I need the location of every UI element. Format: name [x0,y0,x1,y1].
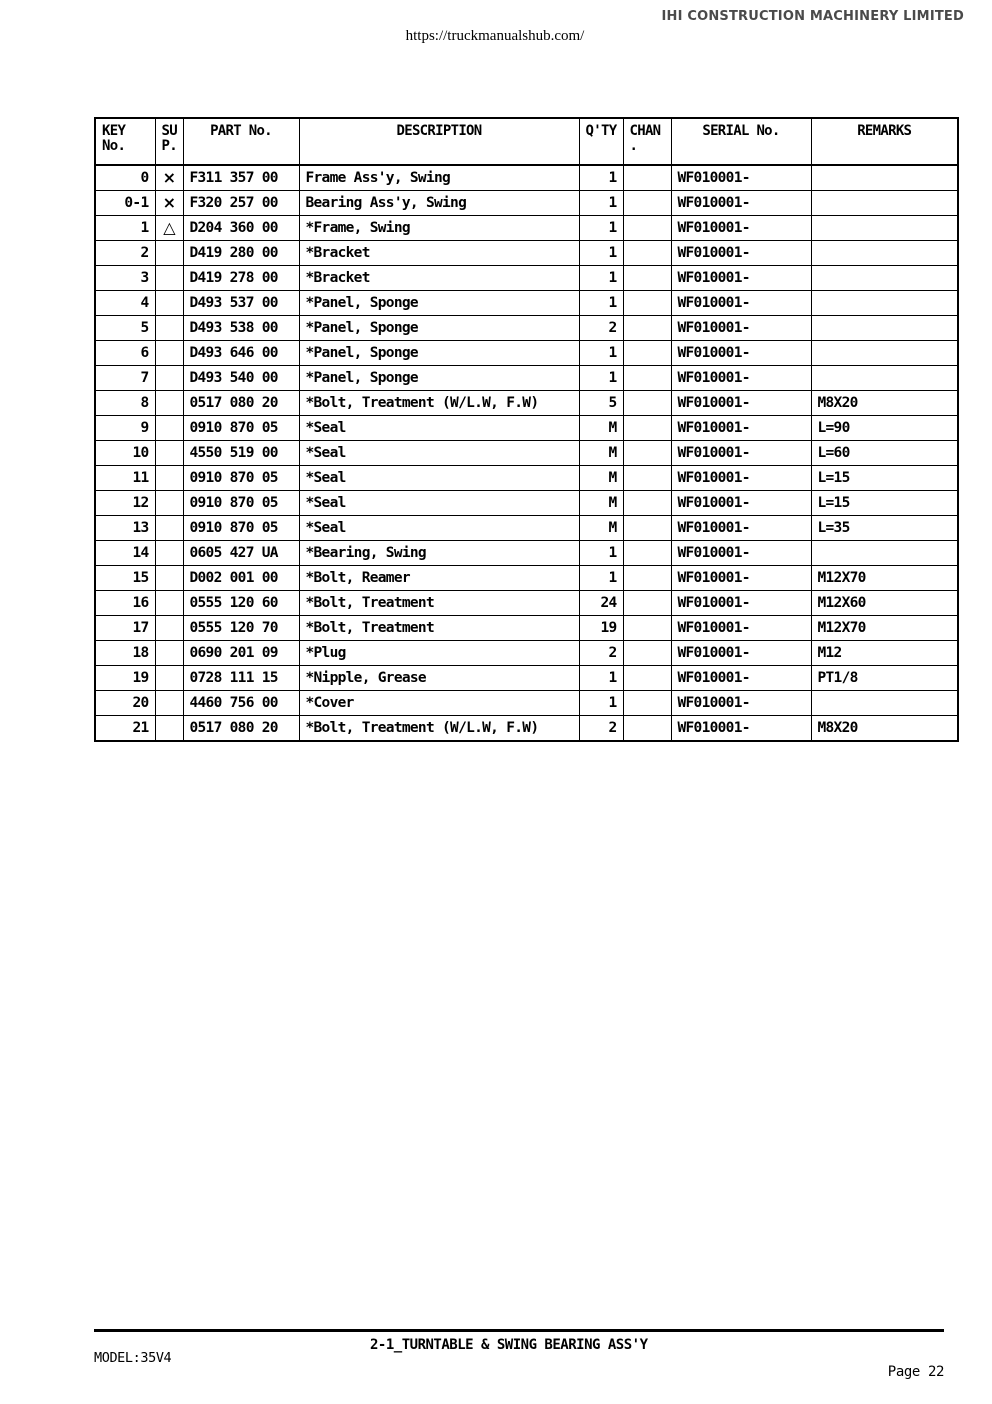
cell-remarks: M12X60 [811,591,958,616]
cell-serial: WF010001- [671,241,811,266]
table-header-row [95,118,958,165]
cell-serial: WF010001- [671,216,811,241]
cell-serial: WF010001- [671,366,811,391]
cell-remarks: M12 [811,641,958,666]
cell-serial: WF010001- [671,191,811,216]
cell-serial: WF010001- [671,466,811,491]
cell-qty: 1 [579,266,623,291]
cell-chan [623,241,671,266]
cell-chan [623,316,671,341]
cell-part-no: 0910 870 05 [183,516,299,541]
table-row [95,341,958,366]
cell-chan [623,616,671,641]
cell-serial: WF010001- [671,441,811,466]
cell-serial: WF010001- [671,341,811,366]
cell-description: *Frame, Swing [299,216,579,241]
cell-chan [623,441,671,466]
table-row [95,366,958,391]
cell-chan [623,216,671,241]
cell-part-no: 0605 427 UA [183,541,299,566]
cell-key: 10 [95,441,155,466]
table-row [95,391,958,416]
cell-description: *Bolt, Treatment (W/L.W, F.W) [299,716,579,742]
model-label: MODEL:35V4 [94,1350,172,1366]
cell-chan [623,165,671,191]
cell-part-no: D204 360 00 [183,216,299,241]
cell-part-no: D493 538 00 [183,316,299,341]
cell-sup [155,466,183,491]
cell-chan [623,541,671,566]
cell-serial: WF010001- [671,666,811,691]
cell-sup [155,716,183,742]
cell-qty: 24 [579,591,623,616]
cell-key: 15 [95,566,155,591]
cell-remarks [811,241,958,266]
cell-part-no: D419 278 00 [183,266,299,291]
cell-key: 9 [95,416,155,441]
table-row [95,566,958,591]
cell-sup: △ [155,216,183,241]
cell-key: 12 [95,491,155,516]
cell-key: 5 [95,316,155,341]
cell-description: *Panel, Sponge [299,341,579,366]
cell-chan [623,341,671,366]
cell-sup [155,666,183,691]
cell-sup [155,591,183,616]
cell-sup [155,691,183,716]
cell-chan [623,641,671,666]
cell-sup [155,241,183,266]
cell-chan [623,366,671,391]
column-header-sup [155,118,183,165]
cell-qty: 2 [579,716,623,742]
cell-sup [155,541,183,566]
cell-remarks [811,191,958,216]
cell-serial: WF010001- [671,691,811,716]
cell-remarks [811,266,958,291]
cell-part-no: 0555 120 60 [183,591,299,616]
cell-key: 21 [95,716,155,742]
cell-qty: 1 [579,341,623,366]
column-header-description: DESCRIPTION [299,118,579,165]
cell-part-no: 0517 080 20 [183,716,299,742]
cell-qty: 19 [579,616,623,641]
cell-sup [155,266,183,291]
cell-chan [623,516,671,541]
cell-remarks: L=35 [811,516,958,541]
cell-chan [623,691,671,716]
column-header-part-no: PART No. [183,118,299,165]
cell-chan [623,416,671,441]
column-header-qty: Q'TY [579,118,623,165]
cell-remarks [811,216,958,241]
table-row [95,641,958,666]
page-number: Page 22 [887,1364,944,1380]
cell-part-no: 0728 111 15 [183,666,299,691]
table-row [95,266,958,291]
cell-remarks: L=15 [811,466,958,491]
cell-qty: 5 [579,391,623,416]
cell-sup: × [155,191,183,216]
cell-description: *Bracket [299,266,579,291]
cell-qty: 1 [579,666,623,691]
cell-key: 1 [95,216,155,241]
cell-chan [623,391,671,416]
cell-key: 7 [95,366,155,391]
cell-description: Bearing Ass'y, Swing [299,191,579,216]
cell-serial: WF010001- [671,641,811,666]
cell-part-no: D002 001 00 [183,566,299,591]
cell-part-no: 4550 519 00 [183,441,299,466]
cell-qty: 1 [579,366,623,391]
cell-key: 3 [95,266,155,291]
table-row [95,516,958,541]
footer-divider [94,1329,944,1332]
cell-part-no: 0910 870 05 [183,466,299,491]
cell-sup: × [155,165,183,191]
cell-chan [623,566,671,591]
cell-sup [155,566,183,591]
cell-chan [623,666,671,691]
cell-description: *Seal [299,416,579,441]
cell-description: *Panel, Sponge [299,316,579,341]
cell-part-no: D493 537 00 [183,291,299,316]
cell-key: 11 [95,466,155,491]
cell-part-no: D419 280 00 [183,241,299,266]
cell-part-no: F320 257 00 [183,191,299,216]
cell-sup [155,291,183,316]
cell-qty: 2 [579,316,623,341]
cell-remarks [811,691,958,716]
cell-key: 0-1 [95,191,155,216]
company-name: IHI CONSTRUCTION MACHINERY LIMITED [661,9,964,24]
cell-qty: 1 [579,165,623,191]
table-row [95,716,958,742]
cell-chan [623,266,671,291]
cell-part-no: D493 540 00 [183,366,299,391]
cell-remarks: L=15 [811,491,958,516]
cell-remarks [811,541,958,566]
table-row [95,541,958,566]
column-header-key [95,118,155,165]
cell-qty: 1 [579,241,623,266]
cell-sup [155,391,183,416]
cell-description: *Plug [299,641,579,666]
cell-serial: WF010001- [671,165,811,191]
cell-chan [623,466,671,491]
cell-chan [623,491,671,516]
cell-chan [623,191,671,216]
cell-sup [155,341,183,366]
cell-part-no: 4460 756 00 [183,691,299,716]
cell-description: *Nipple, Grease [299,666,579,691]
table-row [95,691,958,716]
cell-key: 0 [95,165,155,191]
cell-remarks [811,366,958,391]
cell-description: *Bolt, Reamer [299,566,579,591]
cell-key: 13 [95,516,155,541]
table-row [95,616,958,641]
cell-description: *Bolt, Treatment [299,591,579,616]
cell-sup [155,441,183,466]
cell-part-no: 0690 201 09 [183,641,299,666]
table-row [95,191,958,216]
cell-qty: 1 [579,541,623,566]
cell-part-no: 0555 120 70 [183,616,299,641]
cell-sup [155,516,183,541]
cell-key: 2 [95,241,155,266]
cell-qty: M [579,466,623,491]
cell-remarks: M12X70 [811,566,958,591]
cell-key: 8 [95,391,155,416]
cell-qty: M [579,516,623,541]
table-row [95,666,958,691]
cell-serial: WF010001- [671,616,811,641]
cell-remarks: M8X20 [811,716,958,742]
cell-remarks [811,291,958,316]
table-row [95,466,958,491]
cell-serial: WF010001- [671,391,811,416]
table-row [95,491,958,516]
table-row [95,216,958,241]
column-header-sup-label: SU P. [161,123,177,154]
cell-serial: WF010001- [671,591,811,616]
cell-remarks [811,316,958,341]
cell-description: *Seal [299,491,579,516]
cell-key: 19 [95,666,155,691]
cell-serial: WF010001- [671,541,811,566]
table-row [95,441,958,466]
cell-description: *Bolt, Treatment [299,616,579,641]
table-row [95,291,958,316]
cell-key: 17 [95,616,155,641]
table-row [95,241,958,266]
cell-part-no: 0910 870 05 [183,416,299,441]
cell-sup [155,616,183,641]
column-header-remarks: REMARKS [811,118,958,165]
cell-part-no: D493 646 00 [183,341,299,366]
cell-remarks [811,341,958,366]
cell-remarks: M8X20 [811,391,958,416]
cell-description: *Seal [299,466,579,491]
cell-key: 14 [95,541,155,566]
cell-sup [155,491,183,516]
cell-qty: 2 [579,641,623,666]
column-header-chan-label: CHAN . [629,123,661,154]
cell-sup [155,416,183,441]
cell-serial: WF010001- [671,566,811,591]
cell-qty: M [579,491,623,516]
cell-part-no: 0517 080 20 [183,391,299,416]
column-header-serial: SERIAL No. [671,118,811,165]
cell-sup [155,316,183,341]
cell-part-no: 0910 870 05 [183,491,299,516]
parts-table [94,117,959,742]
cell-qty: M [579,441,623,466]
column-header-chan [623,118,671,165]
cell-remarks: L=90 [811,416,958,441]
cell-key: 16 [95,591,155,616]
cell-description: *Panel, Sponge [299,291,579,316]
cell-sup [155,366,183,391]
cell-description: *Panel, Sponge [299,366,579,391]
cell-chan [623,716,671,742]
cell-qty: 1 [579,191,623,216]
table-row [95,416,958,441]
cell-key: 20 [95,691,155,716]
cell-qty: 1 [579,566,623,591]
cell-qty: 1 [579,291,623,316]
cell-key: 4 [95,291,155,316]
cell-qty: 1 [579,691,623,716]
section-title: 2-1_TURNTABLE & SWING BEARING ASS'Y [370,1337,648,1353]
cell-remarks: L=60 [811,441,958,466]
table-row [95,316,958,341]
cell-key: 6 [95,341,155,366]
cell-serial: WF010001- [671,516,811,541]
cell-part-no: F311 357 00 [183,165,299,191]
cell-description: *Bearing, Swing [299,541,579,566]
cell-description: *Bolt, Treatment (W/L.W, F.W) [299,391,579,416]
cell-serial: WF010001- [671,316,811,341]
cell-sup [155,641,183,666]
cell-qty: 1 [579,216,623,241]
cell-qty: M [579,416,623,441]
cell-remarks [811,165,958,191]
cell-serial: WF010001- [671,266,811,291]
cell-chan [623,291,671,316]
column-header-key-label: KEY No. [102,123,126,154]
cell-serial: WF010001- [671,491,811,516]
cell-serial: WF010001- [671,716,811,742]
cell-serial: WF010001- [671,291,811,316]
table-row [95,165,958,191]
cell-chan [623,591,671,616]
table-row [95,591,958,616]
cell-remarks: PT1/8 [811,666,958,691]
source-url[interactable]: https://truckmanualshub.com/ [405,28,585,44]
cell-remarks: M12X70 [811,616,958,641]
cell-serial: WF010001- [671,416,811,441]
cell-description: *Seal [299,441,579,466]
cell-description: Frame Ass'y, Swing [299,165,579,191]
cell-description: *Bracket [299,241,579,266]
cell-key: 18 [95,641,155,666]
cell-description: *Seal [299,516,579,541]
cell-description: *Cover [299,691,579,716]
